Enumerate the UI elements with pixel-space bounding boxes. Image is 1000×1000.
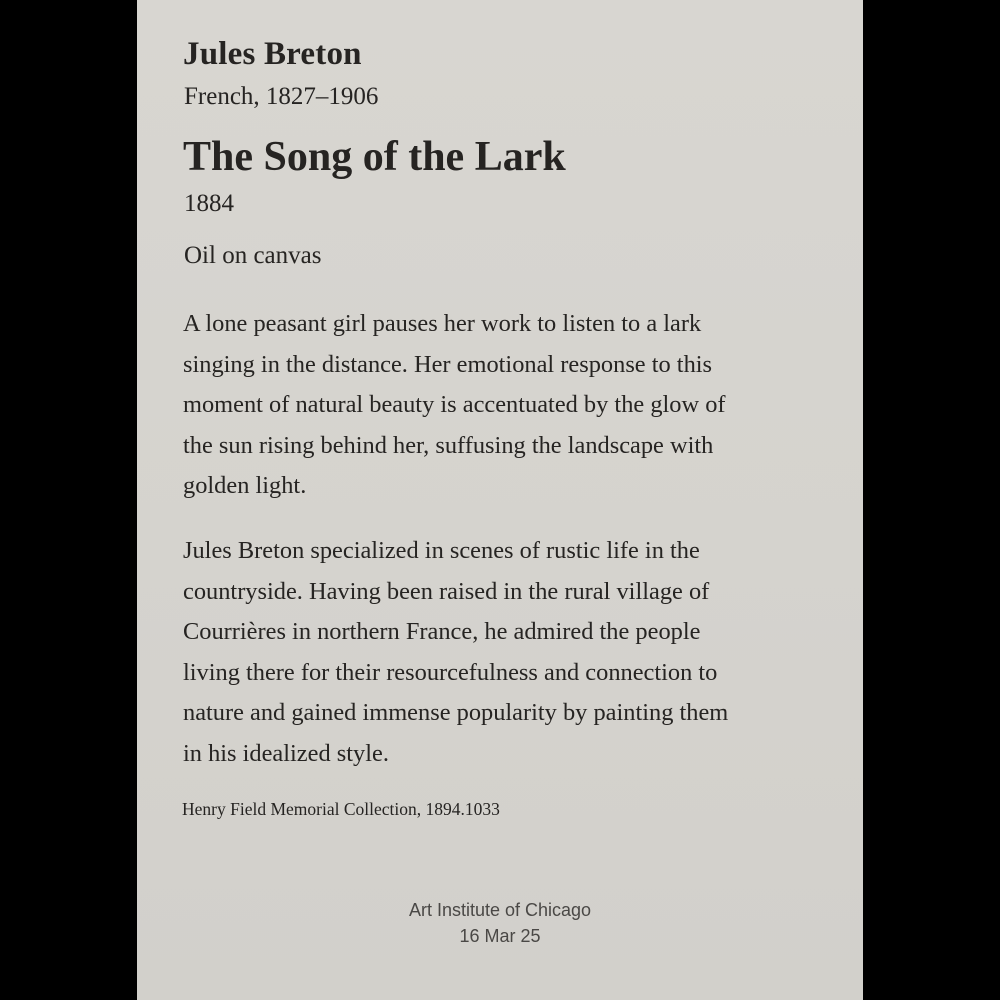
- text-line: singing in the distance. Her emotional response to this: [183, 350, 713, 378]
- text-line: the sun rising behind her, suffusing the landscape with: [183, 431, 714, 459]
- museum-wall-label: [137, 0, 863, 1000]
- photo-date-caption: 16 Mar 25: [459, 926, 541, 946]
- artist-nationality-dates: French, 1827–1906: [184, 83, 379, 110]
- text-line: Jules Breton specialized in scenes of rustic life in the: [183, 537, 700, 564]
- text-line: golden light.: [183, 472, 307, 499]
- text-line: in his idealized style.: [183, 739, 389, 767]
- description-paragraph-1: [183, 304, 833, 507]
- artwork-title: The Song of the Lark: [183, 134, 566, 180]
- text-line: Courrières in northern France, he admired the people: [183, 618, 701, 645]
- artwork-year: 1884: [184, 190, 234, 217]
- text-line: nature and gained immense popularity by painting them: [183, 699, 729, 726]
- text-line: moment of natural beauty is accentuated by the glow of: [183, 391, 726, 418]
- credit-line: Henry Field Memorial Collection, 1894.1033: [182, 799, 500, 819]
- description-paragraph-2: [183, 531, 833, 774]
- text-line: living there for their resourcefulness and connection to: [183, 658, 718, 686]
- artist-name: Jules Breton: [183, 36, 362, 72]
- text-line: countryside. Having been raised in the rural village of: [183, 577, 710, 605]
- text-line: A lone peasant girl pauses her work to listen to a lark: [183, 310, 702, 337]
- photo-location-caption: Art Institute of Chicago: [408, 900, 592, 920]
- artwork-medium: Oil on canvas: [184, 242, 322, 269]
